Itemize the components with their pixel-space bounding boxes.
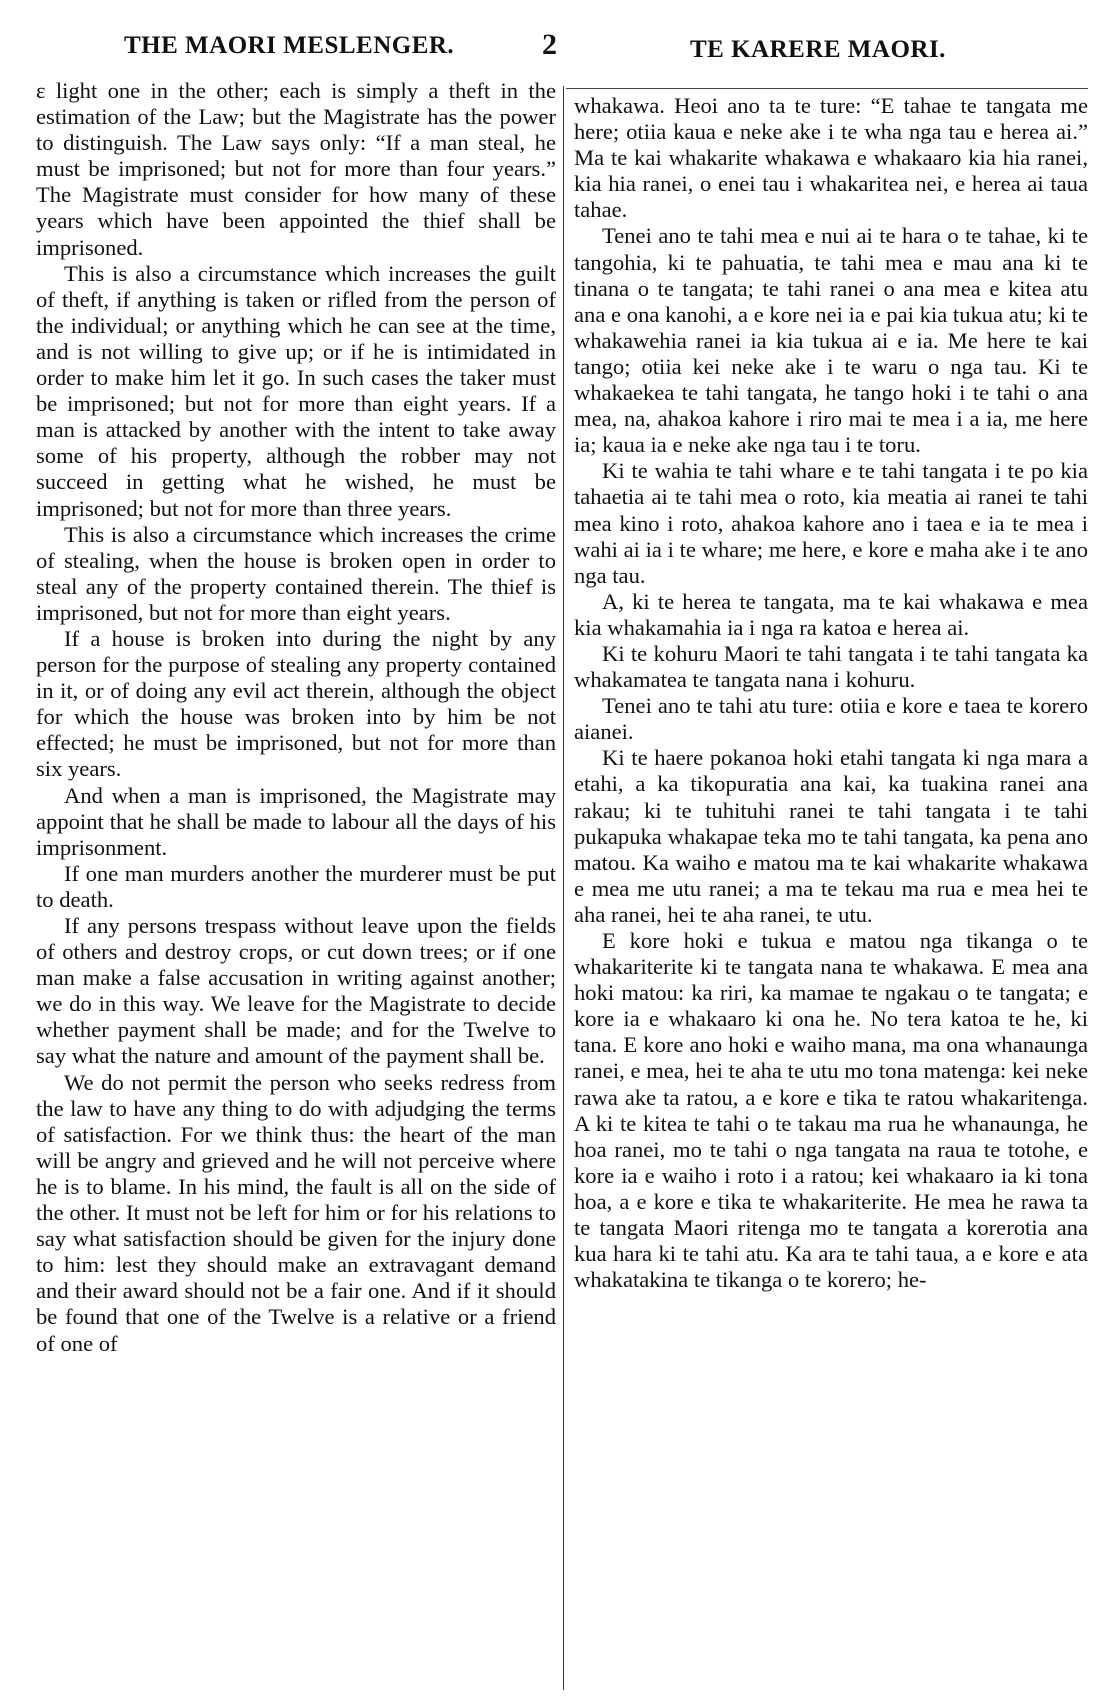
maori-paragraph: E kore hoki e tukua e matou nga tikanga o te whakariterite ki te tangata nana te whakawa. E mea ana hoki matou: ka riri, ka mamae te ngakau o te tangata; e kore ia e whakaaro ki ona he. No tera katoa te he, ki tana. E kore ano hoki e waiho mana, ma ona whanaunga ranei, e mea, hei te aha te utu mo tona matenga: kei neke rawa ake ta ratou, a e kore e tika te ratou whakaritenga. A ki te kitea te tahi o te takau ma rua he whanaunga, he hoa ranei, mo te tahi o nga tangata na raua te totohe, e kore ia e waiho i roto i a ratou; kei whakaaro ia ki tona hoa, a e kore e tika te whakariterite. He mea he rawa ta te tangata Maori ritenga mo te tangata a korerotia ana kua hara ki te tahi atu. Ka ara te tahi taua, a e kore e ata whakatakina te tikanga o te korero; he- <box>574 928 1088 1293</box>
page-header <box>0 28 1114 68</box>
english-masthead-title: THE MAORI MESLENGER. <box>124 32 455 59</box>
english-paragraph: If one man murders another the murderer must be put to death. <box>36 860 556 912</box>
top-rule <box>566 88 1088 89</box>
maori-column <box>574 93 1088 1293</box>
english-paragraph: If any persons trespass without leave upon the fields of others and destroy crops, or cut down trees; or if one man make a false accusation in writing against another; we do in this way. We leave for the Magistrate to decide whether payment shall be made; and for the Twelve to say what the nature and amount of the payment shall be. <box>36 913 556 1069</box>
english-paragraph: This is also a circumstance which increases the crime of stealing, when the house is broken open in order to steal any of the property contained therein. The thief is imprisoned, but not for more than eight years. <box>36 521 556 625</box>
maori-paragraph: Tenei ano te tahi atu ture: otiia e kore e taea te korero aianei. <box>574 693 1088 745</box>
maori-paragraph: Ki te wahia te tahi whare e te tahi tangata i te po kia tahaetia ai te tahi mea o roto, kia meatia ai ranei te tahi mea kino i roto, ahakoa kahore ano i taea e ia te mea i wahi ai ia i te whare; me here, e kore e maha ake i te ano nga tau. <box>574 458 1088 588</box>
english-paragraph: If a house is broken into during the night by any person for the purpose of stealing any property contained in it, or of doing any evil act therein, although the object for which the house was broken into by him be not effected; he must be imprisoned, but not for more than six years. <box>36 625 556 782</box>
maori-paragraph: Ki te kohuru Maori te tahi tangata i te tahi tangata ka whakamatea te tangata nana i kohuru. <box>574 640 1088 693</box>
maori-paragraph: Ki te haere pokanoa hoki etahi tangata ki nga mara a etahi, a ka tikopuratia ana kai, ka tuakina ranei ana rakau; ki te tuhituhi ranei te tahi tangata i te tahi pukapuka whakapae teka mo te tahi tangata, ka pena ano matou. Ka waiho e matou ma te kai whakarite whakawa e mea me utu ranei; a ma te tekau ma rua e mea hei te aha ranei, hei te aha ranei, te utu. <box>574 745 1088 927</box>
maori-paragraph: Tenei ano te tahi mea e nui ai te hara o te tahae, ki te tangohia, ki te pahuatia, te tahi mea e mau ana ki te tinana o te tangata; te tahi ranei o ana mea e kitea atu ana e ona kanohi, a e kore nei ia e pai kia tukua atu; ki te whakawehia ranei ia kia tukua ai e ia. Me here te kai tango; otiia kei neke ake i te waru o nga tau. Ki te whakaekea te tahi tangata, he tango hoki i te tahi o ana mea, na, ahakoa kahore i riro mai te mea i a ia, me here ia; kaua ia e neke ake nga tau i te toru. <box>574 223 1088 458</box>
english-paragraph: We do not permit the person who seeks redress from the law to have any thing to do with adjudging the terms of satisfaction. For we think thus: the heart of the man will be angry and grieved and he will not perceive where he is to blame. In his mind, the fault is all on the side of the other. It must not be left for him or for his relations to say what satisfaction should be given for the injury done to him: lest they should make an extravagant demand and their award should not be a fair one. And if it should be found that one of the Twelve is a relative or a friend of one of <box>36 1069 556 1356</box>
english-column <box>36 78 556 1357</box>
maori-paragraph: A, ki te herea te tangata, ma te kai whakawa e mea kia whakamahia ia i nga ra katoa e herea ai. <box>574 588 1088 640</box>
english-paragraph: ɛ light one in the other; each is simply a theft in the estimation of the Law; but the Magistrate has the power to distinguish. The Law says only: “If a man steal, he must be imprisoned; but not for more than four years.” The Magistrate must consider for how many of these years which have been appointed the thief shall be imprisoned. <box>36 78 556 260</box>
english-paragraph: And when a man is imprisoned, the Magistrate may appoint that he shall be made to labour all the days of his imprisonment. <box>36 782 556 860</box>
maori-masthead-title: TE KARERE MAORI. <box>690 36 946 63</box>
column-divider <box>563 86 564 1690</box>
page-number: 2 <box>542 28 557 61</box>
english-paragraph: This is also a circumstance which increases the guilt of theft, if anything is taken or rifled from the person of the individual; or anything which he can see at the time, and is not willing to give up; or if he is intimidated in order to make him let it go. In such cases the taker must be imprisoned; but not for more than eight years. If a man is attacked by another with the intent to take away some of his property, although the robber may not succeed in getting what he wished, he must be imprisoned; but not for more than three years. <box>36 260 556 521</box>
maori-paragraph: whakawa. Heoi ano ta te ture: “E tahae te tangata me here; otiia kaua e neke ake i te wha nga tau e herea ai.” Ma te kai whakarite whakawa e whakaaro kia hia ranei, kia hia ranei, o enei tau i whakaritea nei, e herea ai taua tahae. <box>574 93 1088 223</box>
